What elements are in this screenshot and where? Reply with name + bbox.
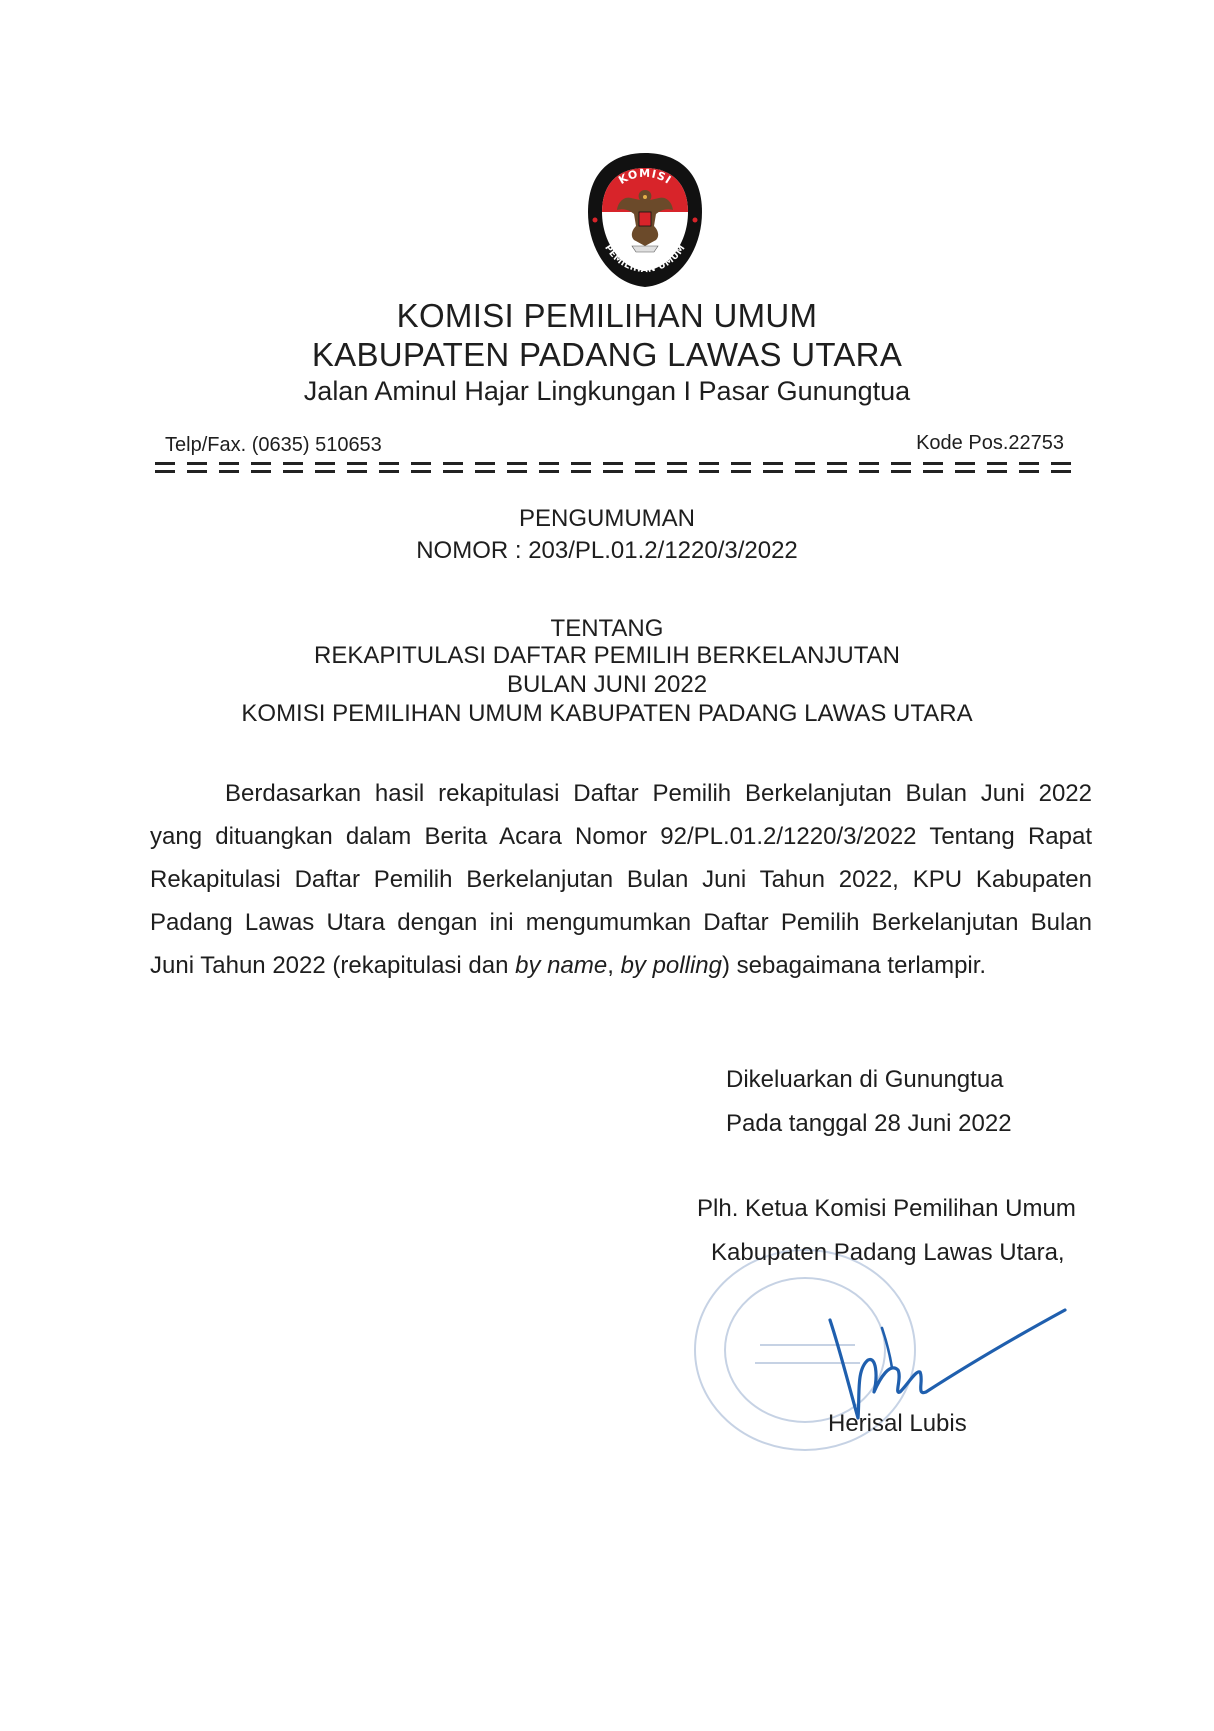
separator-dash	[507, 470, 527, 473]
separator-dash	[955, 470, 975, 473]
separator-dash	[795, 462, 815, 465]
signer-position-line1: Plh. Ketua Komisi Pemilihan Umum	[697, 1195, 1076, 1222]
telp-fax: Telp/Fax. (0635) 510653	[165, 434, 382, 456]
body-part1: Berdasarkan hasil rekapitulasi Daftar Pemilih Berkelanjutan Bulan Juni 2022 yang dituangkan dalam Berita Acara Nomor 92/PL.01.2/1220/3/2022 Tentang Rapat Rekapitulasi Daftar Pemilih Berkelanjutan Bulan Juni Tahun 2022, KPU Kabupaten Padang Lawas Utara dengan ini mengumumkan Daftar Pemilih Berkelanjutan Bulan Juni Tahun 2022 (rekapitulasi dan	[150, 780, 1092, 979]
subject-line2: BULAN JUNI 2022	[506, 671, 708, 698]
separator-dash	[219, 470, 239, 473]
separator-dash	[603, 462, 623, 465]
tentang-heading: TENTANG	[550, 615, 664, 642]
logo-bottom-text: PEMILIHAN UMUM	[602, 243, 688, 276]
separator-dash	[987, 462, 1007, 465]
doc-type-title: PENGUMUMAN	[518, 505, 695, 532]
separator-dash	[795, 470, 815, 473]
org-name-line2: KABUPATEN PADANG LAWAS UTARA	[311, 336, 903, 373]
separator-dash	[731, 470, 751, 473]
org-address: Jalan Aminul Hajar Lingkungan I Pasar Gunungtua	[303, 376, 911, 406]
separator-dash	[283, 462, 303, 465]
header-separator	[155, 460, 1095, 474]
separator-dash	[1019, 462, 1039, 465]
separator-dash	[859, 462, 879, 465]
separator-dash	[379, 462, 399, 465]
separator-dash	[1051, 470, 1071, 473]
separator-dash	[667, 470, 687, 473]
separator-dash	[923, 470, 943, 473]
kode-pos: Kode Pos.22753	[916, 432, 1064, 454]
separator-dash	[315, 462, 335, 465]
separator-dash	[187, 462, 207, 465]
separator-dash	[411, 470, 431, 473]
separator-dash	[571, 462, 591, 465]
separator-dash	[443, 462, 463, 465]
signer-position-line2: Kabupaten Padang Lawas Utara,	[711, 1239, 1065, 1266]
separator-dash	[699, 470, 719, 473]
separator-dash	[667, 462, 687, 465]
separator-dash	[539, 462, 559, 465]
separator-dash	[763, 462, 783, 465]
issued-place: Dikeluarkan di Gunungtua	[726, 1066, 1004, 1093]
separator-dash	[187, 470, 207, 473]
issued-date: Pada tanggal 28 Juni 2022	[726, 1110, 1012, 1137]
separator-dash	[731, 462, 751, 465]
kpu-logo	[584, 150, 706, 290]
separator-dash	[1051, 462, 1071, 465]
separator-dash	[635, 470, 655, 473]
separator-dash	[219, 462, 239, 465]
separator-dash	[955, 462, 975, 465]
body-italic-by-name: by name	[515, 952, 608, 979]
separator-dash	[251, 462, 271, 465]
separator-dash	[923, 462, 943, 465]
separator-dash	[347, 462, 367, 465]
subject-line1: REKAPITULASI DAFTAR PEMILIH BERKELANJUTAN	[314, 642, 900, 669]
separator-dash	[475, 470, 495, 473]
separator-dash	[251, 470, 271, 473]
separator-dash	[155, 462, 175, 465]
separator-dash	[539, 470, 559, 473]
separator-dash	[379, 470, 399, 473]
separator-dash	[891, 462, 911, 465]
separator-dash	[347, 470, 367, 473]
signer-name: Herisal Lubis	[828, 1410, 967, 1437]
body-part2: ,	[607, 952, 621, 979]
body-paragraph	[150, 772, 1092, 987]
logo-top-text: KOMISI	[616, 166, 675, 188]
separator-dash	[827, 462, 847, 465]
separator-dash	[859, 470, 879, 473]
separator-dash	[827, 470, 847, 473]
separator-dash	[699, 462, 719, 465]
separator-dash	[475, 462, 495, 465]
separator-dash	[315, 470, 335, 473]
separator-dash	[603, 470, 623, 473]
body-italic-by-polling: by polling	[620, 952, 722, 979]
separator-dash	[443, 470, 463, 473]
body-part3: ) sebagaimana terlampir.	[721, 952, 987, 979]
separator-dash	[635, 462, 655, 465]
separator-dash	[571, 470, 591, 473]
separator-dash	[155, 470, 175, 473]
separator-dash	[1019, 470, 1039, 473]
separator-dash	[283, 470, 303, 473]
separator-dash	[987, 470, 1007, 473]
separator-dash	[507, 462, 527, 465]
doc-number: NOMOR : 203/PL.01.2/1220/3/2022	[416, 537, 798, 564]
subject-line3: KOMISI PEMILIHAN UMUM KABUPATEN PADANG LAWAS UTARA	[241, 700, 973, 727]
separator-dash	[891, 470, 911, 473]
separator-dash	[763, 470, 783, 473]
org-name-line1: KOMISI PEMILIHAN UMUM	[396, 297, 818, 334]
separator-dash	[411, 462, 431, 465]
